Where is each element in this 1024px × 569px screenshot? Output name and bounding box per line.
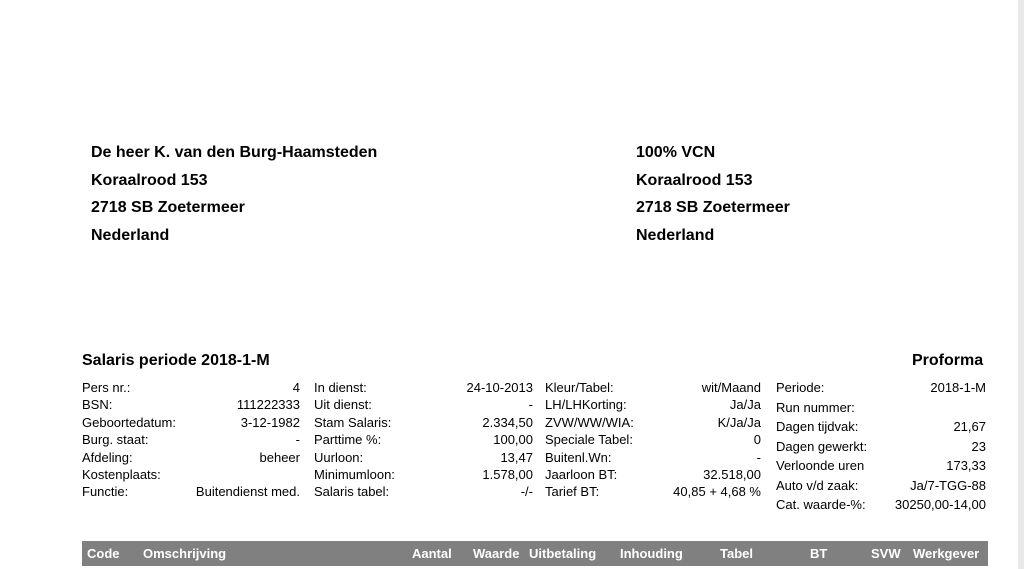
info-row [82, 466, 300, 483]
info-label: Stam Salaris: [314, 414, 392, 430]
info-row [82, 379, 300, 396]
info-label: Buitenl.Wn: [545, 449, 612, 465]
employee-street: Koraalrood 153 [91, 171, 208, 189]
info-label: Salaris tabel: [314, 484, 390, 500]
info-row [776, 477, 986, 497]
info-value: beheer [259, 449, 300, 465]
info-value: - [756, 449, 761, 465]
info-value: 21,67 [953, 419, 986, 434]
info-label: Auto v/d zaak: [776, 477, 859, 493]
info-label: Burg. staat: [82, 432, 149, 448]
column-header-inhouding: Inhouding [620, 546, 683, 561]
status-label: Proforma [912, 352, 984, 369]
info-value: - [528, 397, 533, 413]
info-row [776, 496, 986, 516]
info-label: Minimumloon: [314, 466, 395, 482]
info-label: Kleur/Tabel: [545, 380, 614, 395]
info-row [545, 396, 761, 413]
salary-table-header [82, 541, 988, 566]
info-row [82, 431, 300, 448]
info-label: Cat. waarde-%: [776, 497, 866, 512]
info-row [314, 449, 533, 466]
info-row [776, 399, 986, 419]
info-label: In dienst: [314, 380, 367, 395]
info-value: Ja/7-TGG-88 [910, 477, 986, 493]
info-value: 100,00 [493, 432, 533, 448]
info-label: BSN: [82, 397, 113, 413]
info-value: - [295, 432, 300, 448]
employer-address [636, 143, 790, 253]
info-value: Ja/Ja [729, 397, 761, 413]
column-header-code: Code [87, 546, 120, 561]
info-value: 111222333 [236, 397, 300, 413]
info-value: -/- [520, 484, 533, 500]
info-label: Parttime %: [314, 432, 382, 448]
info-label: ZVW/WW/WIA: [545, 414, 634, 430]
column-header-tabel: Tabel [720, 546, 753, 561]
info-row [82, 483, 300, 500]
employee-name: De heer K. van den Burg-Haamsteden [91, 144, 378, 161]
info-label: LH/LHKorting: [545, 397, 627, 413]
info-value: Buitendienst med. [195, 484, 300, 500]
employee-country: Nederland [91, 226, 170, 244]
info-row [314, 379, 533, 396]
info-value: K/Ja/Ja [717, 414, 761, 430]
info-row [776, 457, 986, 477]
column-header-uitbetaling: Uitbetaling [529, 546, 597, 561]
column-header-bt: BT [810, 546, 828, 561]
info-value: 2018-1-M [930, 380, 986, 395]
info-value: 13,47 [500, 449, 533, 465]
info-label: Speciale Tabel: [545, 432, 633, 448]
info-row [776, 438, 986, 458]
info-row [545, 466, 761, 483]
info-label: Dagen tijdvak: [776, 419, 859, 434]
info-row [314, 414, 533, 431]
column-header-werkgever: Werkgever [913, 546, 980, 561]
info-label: Run nummer: [776, 399, 855, 415]
employer-street: Koraalrood 153 [636, 171, 753, 189]
info-label: Afdeling: [82, 449, 133, 465]
info-value: 40,85 + 4,68 % [673, 484, 761, 500]
employer-city: 2718 SB Zoetermeer [636, 199, 790, 216]
info-row [776, 379, 986, 399]
employer-country: Nederland [636, 226, 715, 244]
info-value: wit/Maand [701, 380, 761, 395]
info-value: 30250,00-14,00 [894, 497, 986, 512]
info-label: Kostenplaats: [82, 466, 161, 482]
info-row [314, 483, 533, 500]
info-value: 173,33 [946, 458, 986, 473]
column-header-omschrijving: Omschrijving [143, 546, 227, 561]
scrollbar-strip [1018, 0, 1024, 569]
employer-name: 100% VCN [636, 144, 716, 161]
info-row [545, 414, 761, 431]
period-title: Salaris periode 2018-1-M [82, 352, 270, 369]
info-value: 2.334,50 [482, 414, 533, 430]
info-label: Pers nr.: [82, 380, 131, 395]
info-value: 1.578,00 [482, 466, 533, 482]
info-row [776, 418, 986, 438]
info-value: 3-12-1982 [240, 414, 300, 430]
employment-info-column [314, 379, 533, 501]
info-label: Jaarloon BT: [545, 466, 618, 482]
info-row [545, 431, 761, 448]
info-row [314, 431, 533, 448]
info-row [545, 449, 761, 466]
info-label: Geboortedatum: [82, 414, 176, 430]
info-value: 23 [971, 438, 986, 454]
info-label: Functie: [82, 484, 129, 500]
employee-address [91, 143, 377, 253]
info-label: Tarief BT: [545, 484, 600, 500]
info-value: 0 [753, 432, 761, 448]
column-header-aantal: Aantal [412, 546, 452, 561]
info-value: 24-10-2013 [466, 380, 533, 395]
info-row [82, 396, 300, 413]
employee-info-column [82, 379, 300, 501]
info-row [82, 449, 300, 466]
info-row [314, 466, 533, 483]
info-label: Uit dienst: [314, 397, 372, 413]
info-label: Periode: [776, 380, 825, 395]
info-row [82, 414, 300, 431]
info-label: Dagen gewerkt: [776, 438, 868, 454]
info-value: 4 [292, 380, 300, 395]
info-row [545, 483, 761, 500]
info-row [545, 379, 761, 396]
column-header-waarde: Waarde [473, 546, 520, 561]
info-label: Uurloon: [314, 449, 364, 465]
employee-city: 2718 SB Zoetermeer [91, 199, 245, 216]
tax-info-column [545, 379, 761, 501]
column-header-svw: SVW [871, 546, 901, 561]
info-row [314, 396, 533, 413]
info-value: 32.518,00 [703, 466, 761, 482]
info-label: Verloonde uren [776, 458, 865, 473]
period-info-column [776, 379, 986, 516]
